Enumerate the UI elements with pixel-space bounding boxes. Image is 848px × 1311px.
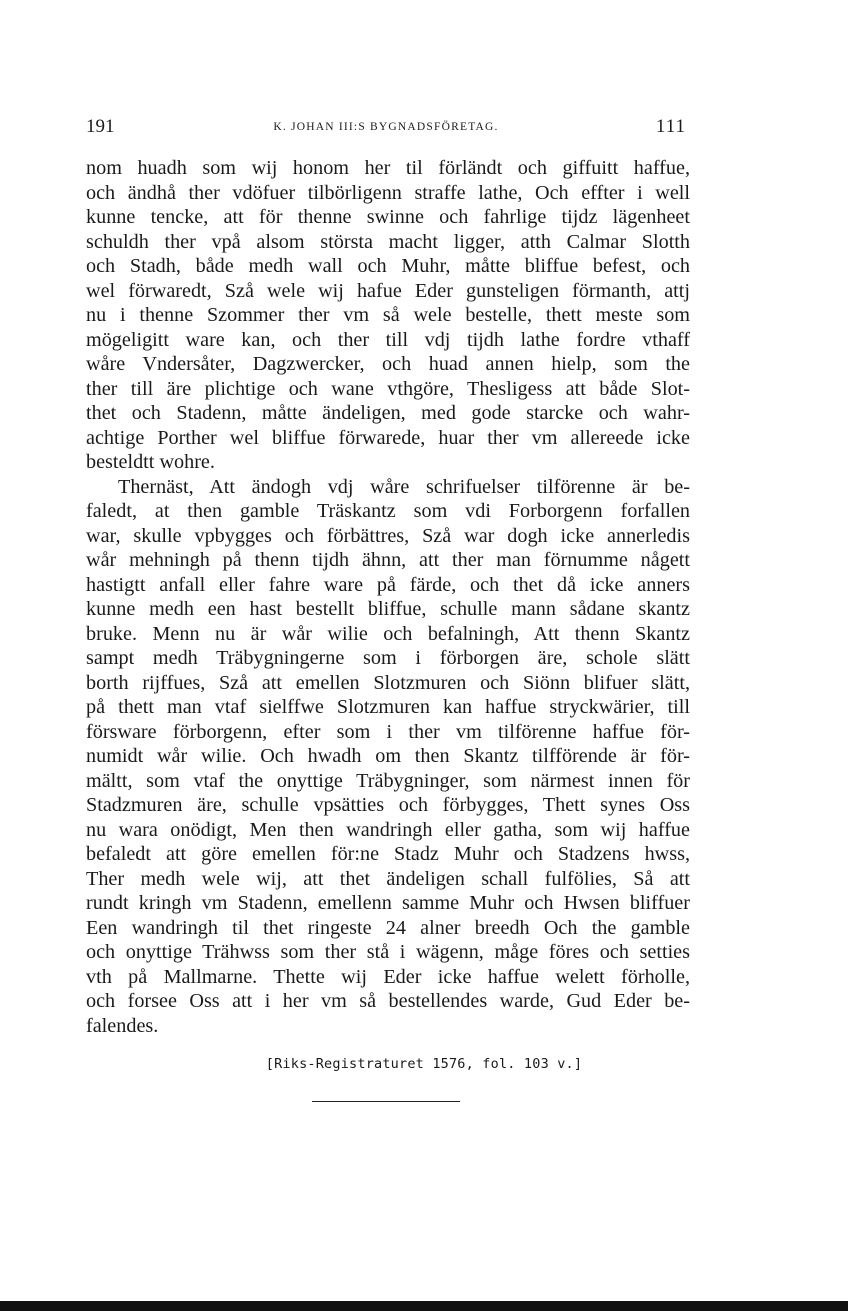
text-line: war, skulle vpbygges och förbättres, Szå war dogh icke annerledis [86,524,690,547]
text-line: Stadzmuren äre, schulle vpsätties och förbygges, Thett synes Oss [86,794,690,816]
paragraph-start-line: Thernäst, Att ändogh vdj wåre schrifuelser tilförenne är be- [118,475,690,498]
letter-body [86,156,690,1038]
text-line: achtige Porther wel bliffue förwarede, huar ther vm allereede icke [86,426,690,449]
scan-edge-bar [0,1301,848,1311]
paragraph-end-line: besteldtt wohre. [86,451,215,473]
text-line: rundt kringh vm Stadenn, emellenn samme Muhr och Hwsen bliffuer [86,892,690,914]
page-header [86,116,686,142]
text-line: nu i thenne Szommer ther vm så wele bestelle, thett meste som [86,304,690,326]
text-line: bruke. Menn nu är wår wilie och befalningh, Att thenn Skantz [86,622,690,645]
text-line: försware förborgenn, efter som i ther vm tilförenne haffue för- [86,720,690,743]
text-line: nom huadh som wij honom her til förländt och giffuitt haffue, [86,157,690,179]
text-line: schuldh ther vpå alsom största macht ligger, atth Calmar Slotth [86,230,690,253]
text-line: borth rijffues, Szå att emellen Slotzmuren och Siönn blifuer slätt, [86,671,690,694]
text-line: på thett man vtaf sielffwe Slotzmuren kan haffue stryckwärier, till [86,696,690,718]
source-citation: [Riks-Registraturet 1576, fol. 103 v.] [265,1056,583,1072]
left-page-number: 191 [86,116,115,137]
text-line: faledt, at then gamble Träskantz som vdi Forborgenn forfallen [86,500,690,522]
text-line: och forsee Oss att i her vm så bestellendes warde, Gud Eder be- [86,990,690,1012]
text-line: wel förwaredt, Szå wele wij hafue Eder gunsteligen förmanth, attj [86,279,690,302]
text-line: och ändhå ther vdöfuer tilbörligenn straffe lathe, Och effter i well [86,181,690,204]
text-line: nu wara onödigt, Men then wandringh eller gatha, som wij haffue [86,818,690,841]
text-line: kunne medh een hast bestellt bliffue, schulle mann sådane skantz [86,598,690,620]
text-line: och onyttige Trähwss som ther stå i wägenn, måge föres och setties [86,941,690,963]
text-line: vth på Mallmarne. Thette wij Eder icke haffue welett förholle, [86,965,690,988]
text-line: ther till äre plichtige och wane vthgöre, Thesligess att både Slot- [86,377,690,400]
text-line: thet och Stadenn, måtte ändeligen, med gode starcke och wahr- [86,402,690,424]
text-line: Een wandringh til thet ringeste 24 alner breedh Och the gamble [86,916,690,939]
text-line: mältt, som vtaf the onyttige Träbygninger, som närmest innen för [86,769,690,792]
text-line: numidt wår wilie. Och hwadh om then Skantz tilfförende är för- [86,745,690,767]
paragraph-end-line: falendes. [86,1014,159,1037]
text-line: och Stadh, både medh wall och Muhr, måtte bliffue befest, och [86,255,690,277]
closing-rule [312,1101,460,1102]
text-line: wåre Vndersåter, Dagzwercker, och huad annen hielp, som the [86,353,690,375]
text-line: kunne tencke, att för thenne swinne och fahrlige tijdz lägenheet [86,206,690,228]
right-page-number: 111 [655,116,686,137]
text-line: sampt medh Träbygningerne som i förborgen äre, schole slätt [86,647,690,669]
text-line: mögeligitt ware kan, och ther till vdj tijdh lathe fordre vthaff [86,328,690,351]
running-title: K. JOHAN III:S BYGNADSFÖRETAG. [273,121,499,133]
text-line: hastigtt anfall eller fahre ware på färde, och thet då icke anners [86,573,690,596]
text-line: wår mehningh på thenn tijdh ähnn, att ther man förnumme någett [86,549,690,571]
text-line: befaledt att göre emellen för:ne Stadz Muhr och Stadzens hwss, [86,843,690,865]
text-line: Ther medh wele wij, att thet ändeligen schall fulfölies, Så att [86,867,690,890]
